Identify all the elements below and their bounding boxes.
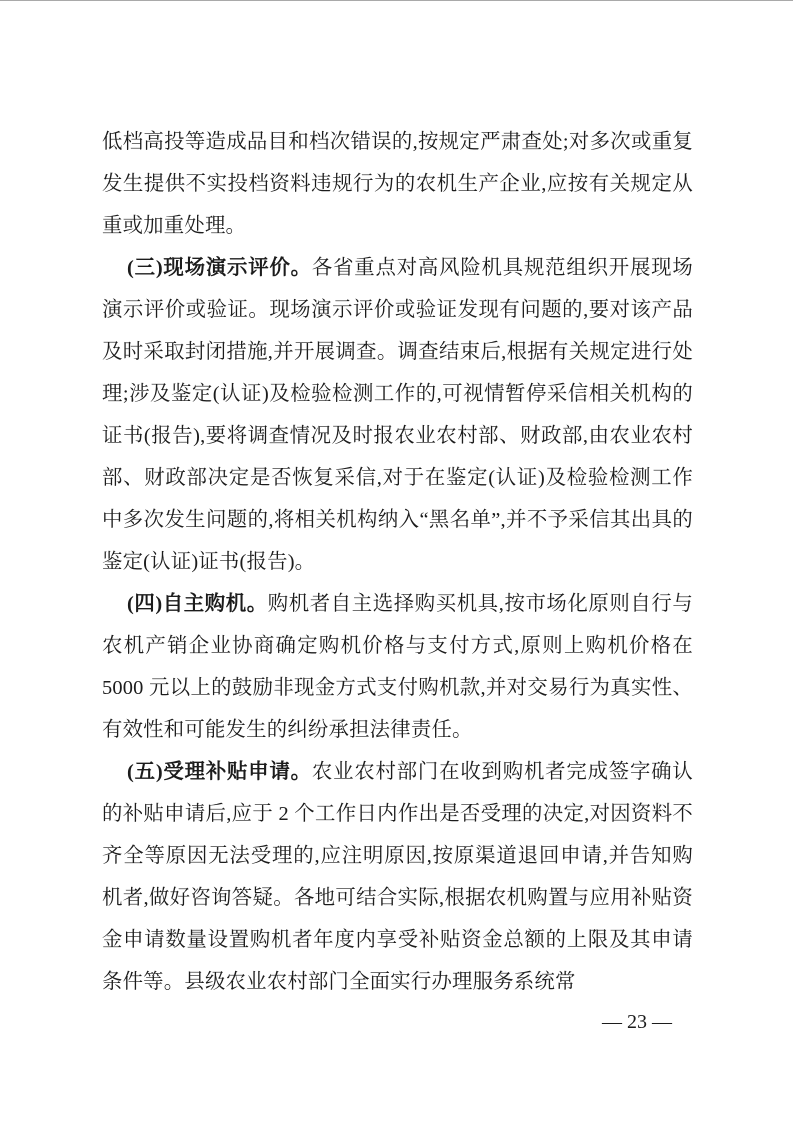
section-heading: (四)自主购机。 [127,593,268,615]
paragraph [102,751,693,1003]
paragraph [102,247,693,583]
scan-edge-artifact [0,0,793,1]
body-text: 农业农村部门在收到购机者完成签字确认的补贴申请后,应于 2 个工作日内作出是否受理的决定,对因资料不齐全等原因无法受理的,应注明原因,按原渠道退回申请,并告知购机者,做好咨询答疑。各地可结合实际,根据农机购置与应用补贴资金申请数量设置购机者年度内享受补贴资金总额的上限及其申请条件等。县级农业农村部门全面实行办理服务系统常 [102,761,693,993]
page-number: — 23 — [602,1011,672,1033]
body-text: 各省重点对高风险机具规范组织开展现场演示评价或验证。现场演示评价或验证发现有问题的,要对该产品及时采取封闭措施,并开展调查。调查结束后,根据有关规定进行处理;涉及鉴定(认证)及检验检测工作的,可视情暂停采信相关机构的证书(报告),要将调查情况及时报农业农村部、财政部,由农业农村部、财政部决定是否恢复采信,对于在鉴定(认证)及检验检测工作中多次发生问题的,将相关机构纳入“黑名单”,并不予采信其出具的鉴定(认证)证书(报告)。 [102,257,693,573]
paragraph [102,121,693,247]
paragraph [102,583,693,751]
document-body [102,121,693,1003]
body-text: 购机者自主选择购买机具,按市场化原则自行与农机产销企业协商确定购机价格与支付方式,原则上购机价格在 5000 元以上的鼓励非现金方式支付购机款,并对交易行为真实性、有效性和可能发生的纠纷承担法律责任。 [102,593,694,741]
body-text: 低档高投等造成品目和档次错误的,按规定严肃查处;对多次或重复发生提供不实投档资料违规行为的农机生产企业,应按有关规定从重或加重处理。 [102,131,693,237]
section-heading: (五)受理补贴申请。 [127,761,312,783]
section-heading: (三)现场演示评价。 [127,257,312,279]
